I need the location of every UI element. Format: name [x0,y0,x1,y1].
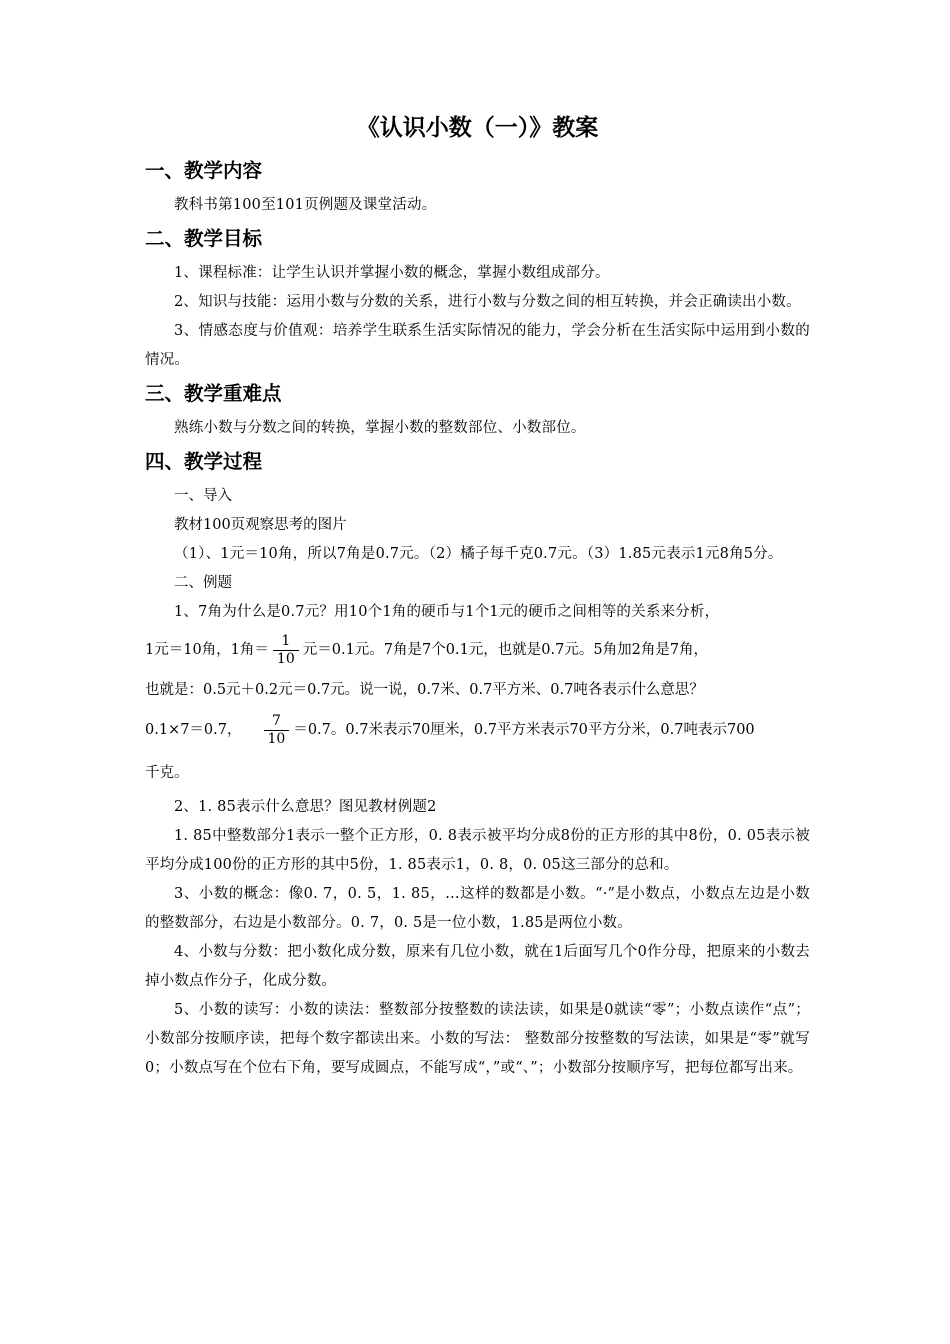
example-2-question: 2、1. 85表示什么意思？图见教材例题2 [174,799,437,815]
section-heading-key-points: 三、教学重难点 [145,382,282,405]
section-content-text: 教科书第100至101页例题及课堂活动。 [174,197,437,213]
section-heading-process: 四、教学过程 [145,450,263,473]
example-1-line-c: 也就是：0.5元＋0.2元＝0.7元。说一说，0.7米、0.7平方米、0.7吨各表示什么意思？ [145,682,704,698]
example-1-line-e: 千克。 [145,765,189,781]
example-1-line-b [145,627,810,673]
intro-label: 一、导入 [174,488,232,504]
example-1-text-b2: 元＝0.1元。7角是7个0.1元，也就是0.7元。5角加2角是7角， [302,642,709,658]
example-3-paragraph: 3、小数的概念：像0. 7，0. 5，1. 85，…这样的数都是小数。“·”是小数点，小数点左边是小数的整数部分，右边是小数部分。0. 7，0. 5是一位小数，1.85是两位小数。 [145,886,810,931]
page-title: 《认识小数（一）》教案 [356,115,599,141]
intro-paragraph: （1）、1元＝10角，所以7角是0.7元。（2）橘子每千克0.7元。（3）1.85元表示1元8角5分。 [174,546,783,562]
fraction-seven-tenths [264,713,290,748]
key-points-text: 熟练小数与分数之间的转换，掌握小数的整数部位、小数部位。 [174,420,586,436]
fraction-denominator: 10 [276,650,295,667]
fraction-one-tenth [273,633,299,668]
fraction-denominator: 10 [267,730,286,747]
document-page [145,112,810,1083]
example-1-text-d1: 0.1×7＝0.7， [145,722,242,738]
fraction-numerator: 1 [273,633,299,651]
example-4-paragraph: 4、小数与分数：把小数化成分数，原来有几位小数，就在1后面写几个0作分母，把原来的小数去掉小数点作分子，化成分数。 [145,944,810,989]
example-label: 二、例题 [174,575,232,591]
example-5-paragraph: 5、小数的读写：小数的读法：整数部分按整数的读法读，如果是0就读“零”；小数点读作“点”；小数部分按顺序读，把每个数字都读出来。小数的写法： 整数部分按整数的写法读，如果是“零”就写0；小数点写在个位右下角，要写成圆点，不能写成“，”或“、”；小数部分按顺序写，把每位都写出来。 [145,1002,810,1076]
objective-3: 3、情感态度与价值观：培养学生联系生活实际情况的能力，学会分析在生活实际中运用到小数的情况。 [145,323,810,368]
example-1-line-a: 1、7角为什么是0.7元？用10个1角的硬币与1个1元的硬币之间相等的关系来分析， [174,604,720,620]
example-1-text-b1: 1元＝10角，1角＝ [145,642,269,658]
objective-2: 2、知识与技能：运用小数与分数的关系，进行小数与分数之间的相互转换，并会正确读出小数。 [174,294,801,310]
example-2-paragraph: 1. 85中整数部分1表示一整个正方形，0. 8表示被平均分成8份的正方形的其中8份，0. 05表示被平均分成100份的正方形的其中5份，1. 85表示1，0. 8，0. 05这三部分的总和。 [145,828,810,873]
section-heading-objectives: 二、教学目标 [145,227,263,250]
example-1-text-d2: ＝0.7。0.7米表示70厘米，0.7平方米表示70平方分米，0.7吨表示700 [293,722,755,738]
fraction-numerator: 7 [264,713,290,731]
intro-text: 教材100页观察思考的图片 [174,517,347,533]
objective-1: 1、课程标准：让学生认识并掌握小数的概念，掌握小数组成部分。 [174,265,610,281]
example-1-line-d [145,707,810,753]
section-heading-content: 一、教学内容 [145,159,263,182]
